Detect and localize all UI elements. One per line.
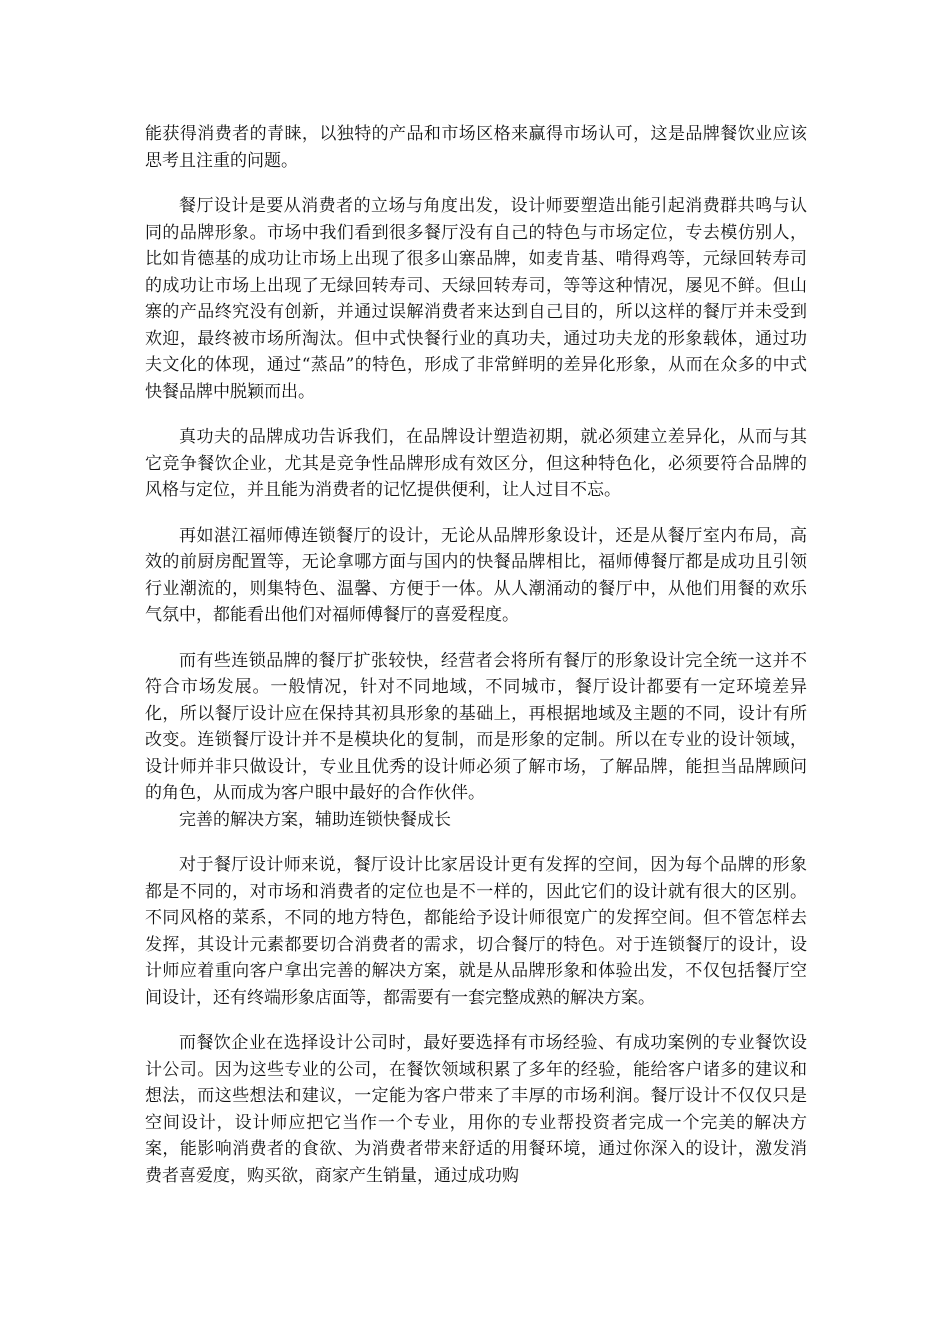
section-heading: 完善的解决方案，辅助连锁快餐成长: [179, 809, 451, 830]
paragraph-gap: [145, 504, 807, 523]
paragraph-4: 再如湛江福师傅连锁餐厅的设计，无论从品牌形象设计，还是从餐厅室内布局，高效的前厨房配置等，无论拿哪方面与国内的快餐品牌相比，福师傅餐厅都是成功且引领行业潮流的，则集特色、温馨、方便于一体。从人潮涌动的餐厅中，从他们用餐的欢乐气氛中，都能看出他们对福师傅餐厅的喜爱程度。: [145, 525, 807, 625]
paragraph-gap: [145, 833, 807, 852]
paragraph-5: 而有些连锁品牌的餐厅扩张较快，经营者会将所有餐厅的形象设计完全统一这并不符合市场发展。一般情况，针对不同地域，不同城市，餐厅设计都要有一定环境差异化，所以餐厅设计应在保持其初具形象的基础上，再根据地域及主题的不同，设计有所改变。连锁餐厅设计并不是模块化的复制，而是形象的定制。所以在专业的设计领域，设计师并非只做设计，专业且优秀的设计师必须了解市场，了解品牌，能担当品牌顾问的角色，从而成为客户眼中最好的合作伙伴。: [145, 650, 807, 803]
paragraph-gap: [145, 405, 807, 424]
document-body: [145, 121, 807, 1189]
paragraph-6: 对于餐厅设计师来说，餐厅设计比家居设计更有发挥的空间，因为每个品牌的形象都是不同的，对市场和消费者的定位也是不一样的，因此它们的设计就有很大的区别。不同风格的菜系，不同的地方特色，都能给予设计师很宽广的发挥空间。但不管怎样去发挥，其设计元素都要切合消费者的需求，切合餐厅的特色。对于连锁餐厅的设计，设计师应着重向客户拿出完善的解决方案，就是从品牌形象和体验出发，不仅包括餐厅空间设计，还有终端形象店面等，都需要有一套完整成熟的解决方案。: [145, 855, 807, 1008]
paragraph-gap: [145, 1011, 807, 1030]
paragraph-1: 能获得消费者的青睐，以独特的产品和市场区格来赢得市场认可，这是品牌餐饮业应该思考且注重的问题。: [145, 124, 807, 171]
paragraph-gap: [145, 174, 807, 193]
paragraph-2: 餐厅设计是要从消费者的立场与角度出发，设计师要塑造出能引起消费群共鸣与认同的品牌形象。市场中我们看到很多餐厅没有自己的特色与市场定位，专去模仿别人，比如肯德基的成功让市场上出现了很多山寨品牌，如麦肯基、啃得鸡等，元绿回转寿司的成功让市场上出现了无绿回转寿司、天绿回转寿司，等等这种情况，屡见不鲜。但山寨的产品终究没有创新，并通过误解消费者来达到自己目的，所以这样的餐厅并未受到欢迎，最终被市场所淘汰。但中式快餐行业的真功夫，通过功夫龙的形象载体，通过功夫文化的体现，通过“蒸品”的特色，形成了非常鲜明的差异化形象，从而在众多的中式快餐品牌中脱颖而出。: [145, 196, 807, 402]
paragraph-gap: [145, 629, 807, 648]
paragraph-7: 而餐饮企业在选择设计公司时，最好要选择有市场经验、有成功案例的专业餐饮设计公司。因为这些专业的公司，在餐饮领域积累了多年的经验，能给客户诸多的建议和想法，而这些想法和建议，一定能为客户带来了丰厚的市场利润。餐厅设计不仅仅只是空间设计，设计师应把它当作一个专业，用你的专业帮投资者完成一个完美的解决方案，能影响消费者的食欲、为消费者带来舒适的用餐环境，通过你深入的设计，激发消费者喜爱度，购买欲，商家产生销量，通过成功购: [145, 1033, 807, 1186]
paragraph-3: 真功夫的品牌成功告诉我们，在品牌设计塑造初期，就必须建立差异化，从而与其它竞争餐饮企业，尤其是竞争性品牌形成有效区分，但这种特色化，必须要符合品牌的风格与定位，并且能为消费者的记忆提供便利，让人过目不忘。: [145, 427, 807, 500]
